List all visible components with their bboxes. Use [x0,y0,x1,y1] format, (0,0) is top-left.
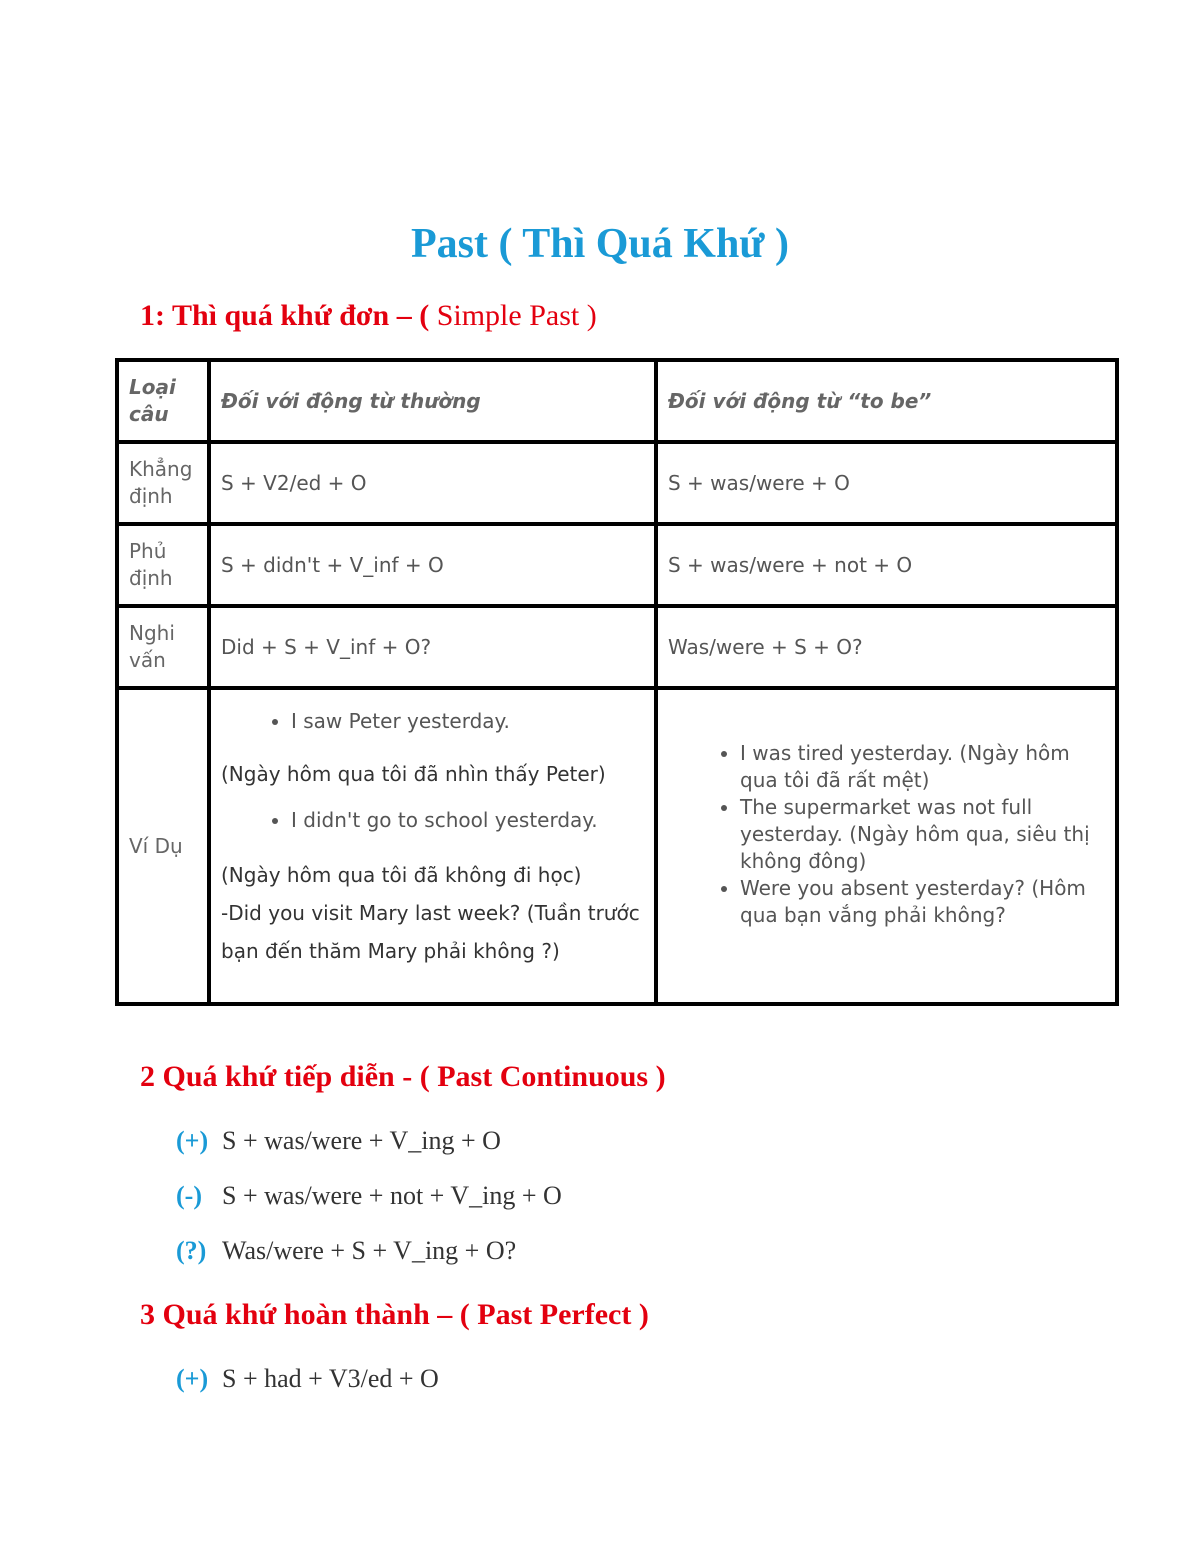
affirmative-regular: S + V2/ed + O [209,442,656,524]
negative-to-be: S + was/were + not + O [656,524,1117,606]
affirmative-to-be: S + was/were + O [656,442,1117,524]
table-row [117,442,1117,524]
formula-text: Was/were + S + V_ing + O? [222,1236,517,1265]
section-1-heading [140,296,597,336]
table-row [117,606,1117,688]
example-regular-note: (Ngày hôm qua tôi đã nhìn thấy Peter) [221,762,606,786]
example-regular-cell [209,688,656,1004]
sign-positive: (+) [176,1126,209,1155]
section-1-heading-normal: Simple Past ) [429,299,597,332]
formula-line [176,1362,439,1396]
example-regular-item: • I didn't go to school yesterday. [291,807,644,834]
negative-regular: S + didn't + V_inf + O [209,524,656,606]
sign-question: (?) [176,1236,207,1265]
row-label-negative: Phủ định [117,524,209,606]
formula-line [176,1124,501,1158]
example-regular-list-1 [221,708,644,735]
sign-positive: (+) [176,1364,209,1393]
example-to-be-item: • The supermarket was not full yesterday. (Ngày hôm qua, siêu thị không đông) [740,794,1105,875]
example-regular-item: • I saw Peter yesterday. [291,708,644,735]
question-regular: Did + S + V_inf + O? [209,606,656,688]
formula-text: S + was/were + not + V_ing + O [222,1181,562,1210]
example-regular-note: -Did you visit Mary last week? (Tuần trước bạn đến thăm Mary phải không ?) [221,901,640,963]
header-to-be: Đối với động từ “to be” [656,360,1117,442]
example-row [117,688,1117,1004]
formula-line [176,1179,562,1213]
example-to-be-cell [656,688,1117,1004]
header-sentence-type: Loại câu [117,360,209,442]
example-to-be-item: • Were you absent yesterday? (Hôm qua bạn vắng phải không? [740,875,1105,929]
section-1-heading-bold: 1: Thì quá khứ đơn – ( [140,299,430,332]
example-regular-list-2 [221,807,644,834]
header-regular-verb: Đối với động từ thường [209,360,656,442]
page-title: Past ( Thì Quá Khứ ) [411,221,789,267]
row-label-affirmative: Khẳng định [117,442,209,524]
formula-text: S + was/were + V_ing + O [222,1126,501,1155]
section-3-heading: 3 Quá khứ hoàn thành – ( Past Perfect ) [140,1298,649,1331]
table-header-row [117,360,1117,442]
formula-text: S + had + V3/ed + O [222,1364,439,1393]
row-label-question: Nghi vấn [117,606,209,688]
section-2-heading: 2 Quá khứ tiếp diễn - ( Past Continuous ) [140,1060,666,1093]
table-row [117,524,1117,606]
row-label-example: Ví Dụ [117,688,209,1004]
sign-negative: (-) [176,1181,202,1210]
example-to-be-list [668,740,1105,929]
question-to-be: Was/were + S + O? [656,606,1117,688]
simple-past-table [115,358,1119,1006]
example-to-be-item: • I was tired yesterday. (Ngày hôm qua tôi đã rất mệt) [740,740,1105,794]
example-regular-note: (Ngày hôm qua tôi đã không đi học) [221,863,582,887]
formula-line [176,1234,516,1268]
